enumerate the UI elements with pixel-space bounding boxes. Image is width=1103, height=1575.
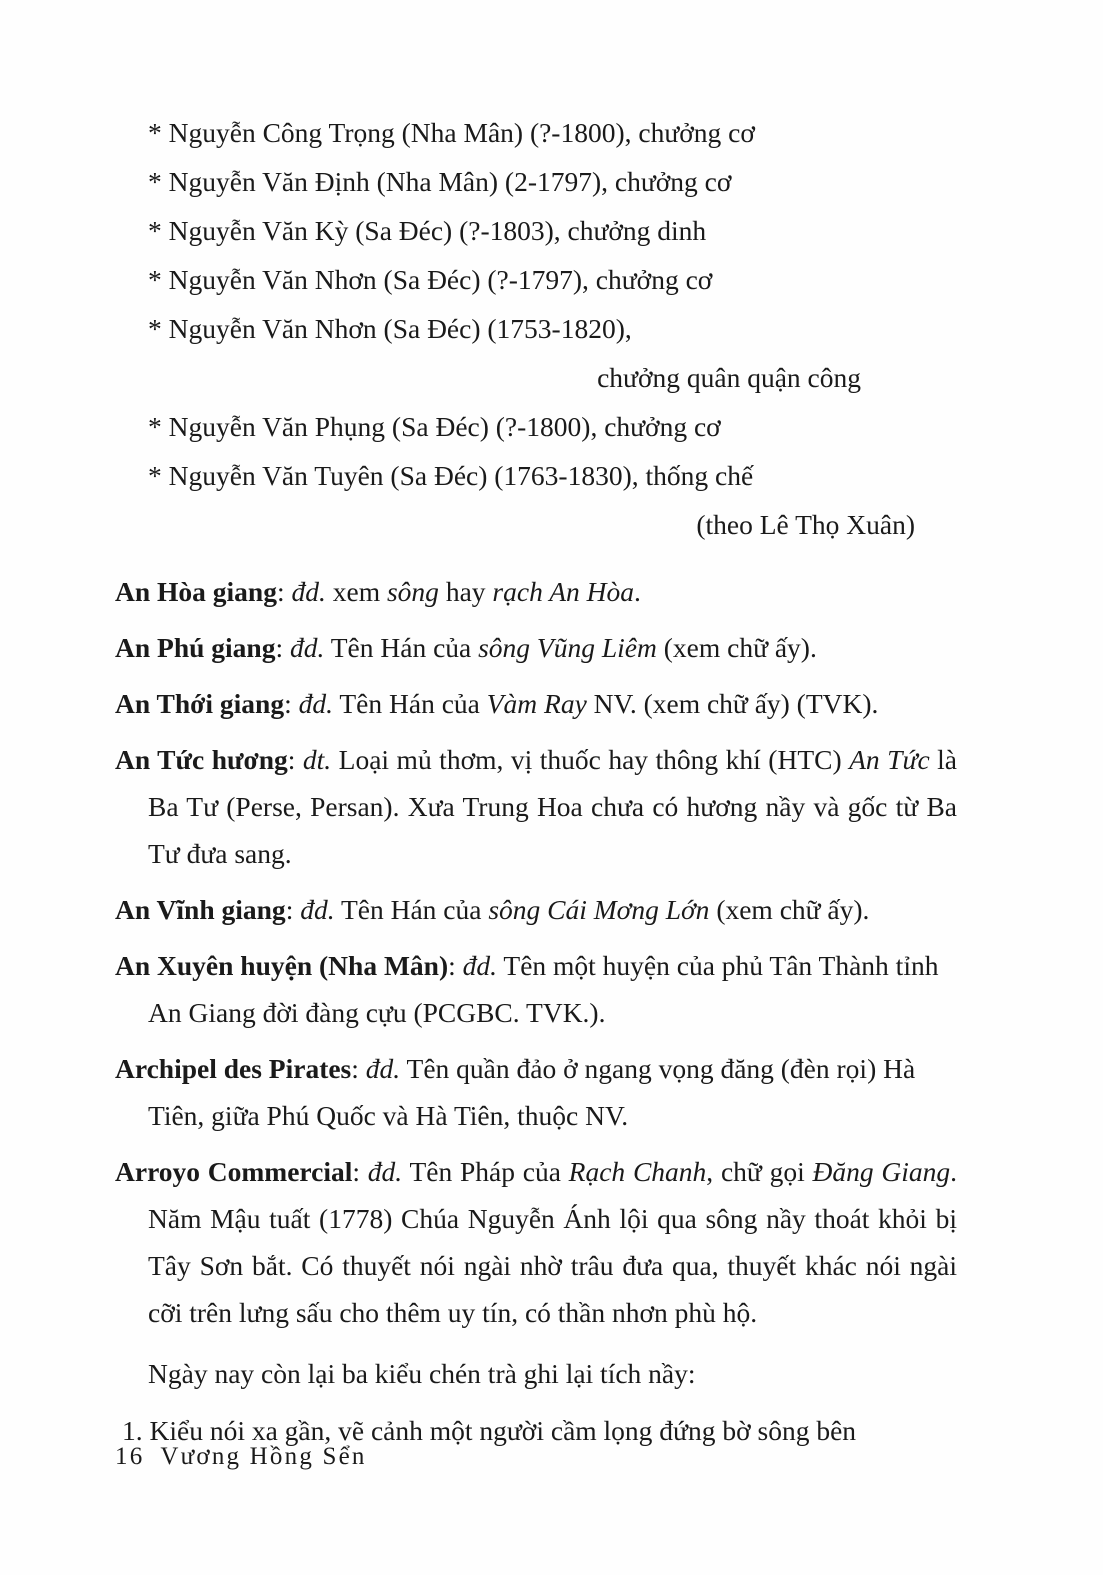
entry-colon: : [275, 632, 290, 663]
list-item: * Nguyễn Văn Phụng (Sa Đéc) (?-1800), chưởng cơ [148, 411, 721, 442]
list-item: * Nguyễn Văn Kỳ (Sa Đéc) (?-1803), chưởng dinh [148, 215, 707, 246]
dictionary-entries [115, 568, 957, 1336]
entry-body: xem [325, 576, 387, 607]
spacer [115, 1336, 957, 1350]
entry-colon: : [284, 688, 299, 719]
entry-abbr: đd. [290, 632, 325, 663]
list-item: * Nguyễn Văn Tuyên (Sa Đéc) (1763-1830), thống chế [148, 460, 754, 491]
dictionary-entry [115, 680, 957, 727]
footer-page-number: 16 [115, 1443, 145, 1470]
entry-body: . [633, 576, 641, 607]
entry-body: Tên Pháp của [402, 1156, 569, 1187]
list-item: * Nguyễn Văn Nhơn (Sa Đéc) (1753-1820), [148, 313, 632, 344]
list-item: * Nguyễn Văn Nhơn (Sa Đéc) (?-1797), chưởng cơ [148, 264, 713, 295]
entry-italic: sông Vũng Liêm [478, 632, 657, 663]
entry-headword: An Xuyên huyện (Nha Mân) [115, 950, 449, 981]
entry-colon: : [285, 894, 301, 925]
closing-paragraph: Ngày nay còn lại ba kiểu chén trà ghi lại tích nầy: [148, 1358, 696, 1389]
list-item-continuation: chưởng quân quận công [597, 362, 861, 393]
spacer [115, 1397, 957, 1407]
footer-author-name: Vương Hồng Sển [160, 1443, 367, 1470]
entry-headword: An Tức hương [115, 744, 288, 775]
entry-body: Tên Hán của [334, 894, 489, 925]
entry-colon: : [276, 576, 292, 607]
entry-colon: : [287, 744, 303, 775]
dictionary-entry [115, 886, 957, 933]
entry-headword: An Thới giang [115, 688, 285, 719]
entry-colon: : [352, 1156, 368, 1187]
entry-abbr: đd. [367, 1156, 403, 1187]
entry-body: , chữ gọi [706, 1156, 813, 1187]
entry-italic: Đăng Giang [812, 1156, 951, 1187]
entry-abbr: đd. [291, 576, 326, 607]
entry-body: Tên một huyện của phủ Tân Thành tỉnh An Giang đời đàng cựu (PCGBC. TVK.). [148, 950, 939, 1028]
entry-colon: : [448, 950, 463, 981]
entry-italic: sông Cái Mơng Lớn [488, 894, 710, 925]
entry-body: (xem chữ ấy). [709, 894, 870, 925]
closing-section [115, 1350, 957, 1454]
dictionary-entry [115, 568, 957, 615]
dictionary-entry [115, 624, 957, 671]
name-list [115, 108, 957, 549]
entry-body: Tên Hán của [333, 688, 487, 719]
entry-body: hay [438, 576, 493, 607]
list-item: * Nguyễn Công Trọng (Nha Mân) (?-1800), chưởng cơ [148, 117, 755, 148]
dictionary-entry [115, 1045, 957, 1139]
entry-colon: : [351, 1053, 366, 1084]
page-footer [115, 1443, 367, 1471]
entry-italic: Vàm Ray [486, 688, 587, 719]
entry-abbr: đd. [462, 950, 498, 981]
entry-headword: An Vĩnh giang [115, 894, 286, 925]
entry-body: Loại mủ thơm, vị thuốc hay thông khí (HTC) [331, 744, 850, 775]
entry-italic: An Tức [849, 744, 930, 775]
list-item-text: Kiểu nói xa gần, vẽ cảnh một người cầm lọng đứng bờ sông bên [149, 1415, 857, 1446]
entry-abbr: đd. [300, 894, 335, 925]
entry-body: . Năm Mậu tuất (1778) Chúa Nguyễn Ánh lội qua sông nầy thoát khỏi bị Tây Sơn bắt. Có thuyết nói ngài nhờ trâu đưa qua, thuyết khác nói ngài cỡi trên lưng sấu cho thêm uy tín, có thần nhơn phù hộ. [148, 1156, 957, 1328]
page-content [115, 108, 957, 1454]
entry-headword: Arroyo Commercial [115, 1156, 353, 1187]
entry-italic: Rạch Chanh [568, 1156, 707, 1187]
entry-abbr: đd. [298, 688, 333, 719]
dictionary-entry [115, 942, 957, 1036]
entry-italic: rạch An Hòa [492, 576, 634, 607]
entry-abbr: đd. [365, 1053, 401, 1084]
dictionary-entry [115, 736, 957, 877]
list-item: * Nguyễn Văn Định (Nha Mân) (2-1797), chưởng cơ [148, 166, 732, 197]
entry-headword: An Phú giang [115, 632, 276, 663]
entry-italic: sông [386, 576, 439, 607]
entry-headword: An Hòa giang [115, 576, 277, 607]
entry-body: Tên Hán của [324, 632, 479, 663]
entry-abbr: dt. [302, 744, 332, 775]
entry-body: (xem chữ ấy). [656, 632, 817, 663]
list-marker: 1. [122, 1415, 143, 1446]
entry-headword: Archipel des Pirates [115, 1053, 352, 1084]
source-attribution: (theo Lê Thọ Xuân) [696, 509, 915, 540]
dictionary-entry [115, 1148, 957, 1336]
spacer [115, 549, 957, 559]
entry-body: NV. (xem chữ ấy) (TVK). [586, 688, 879, 719]
entry-body: Tên quần đảo ở ngang vọng đăng (đèn rọi) Hà Tiên, giữa Phú Quốc và Hà Tiên, thuộc NV. [148, 1053, 916, 1131]
entry-body: là Ba Tư (Perse, Persan). Xưa Trung Hoa chưa có hương nầy và gốc từ Ba Tư đưa sang. [148, 744, 958, 869]
